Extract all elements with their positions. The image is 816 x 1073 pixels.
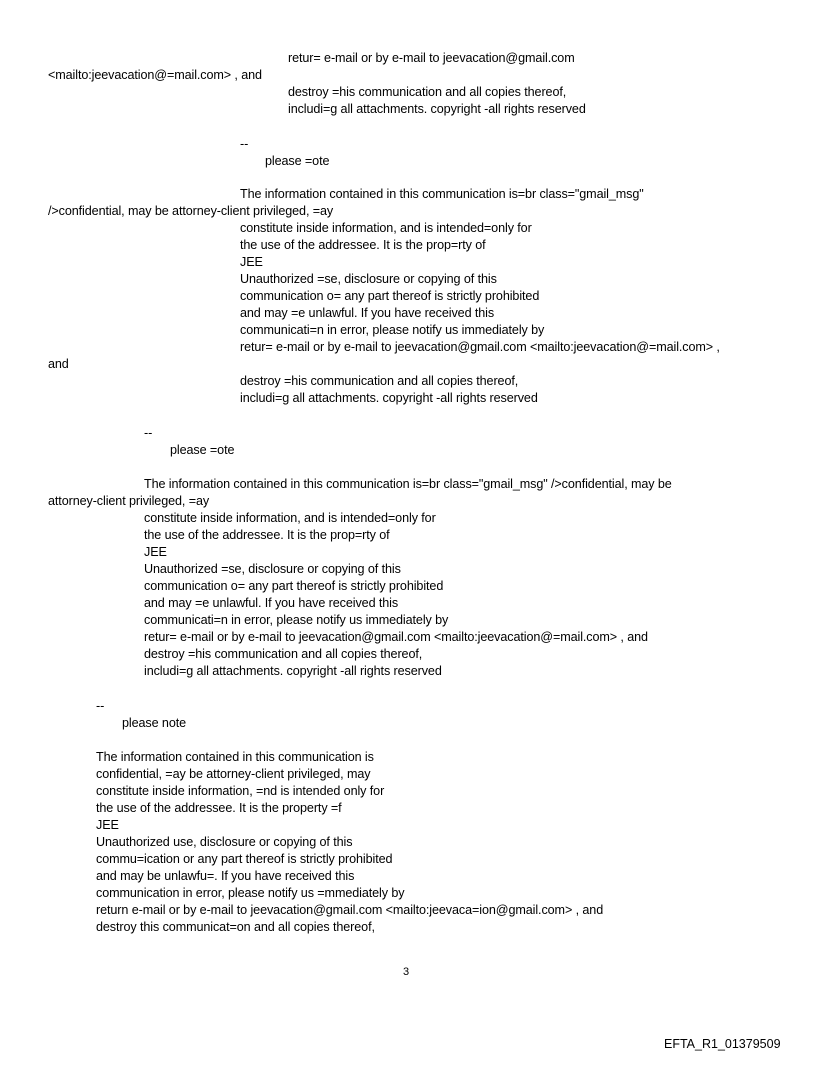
text-line: />confidential, may be attorney-client privileged, =ay bbox=[48, 204, 334, 218]
text-line: The information contained in this communication is=br class="gmail_msg" bbox=[240, 187, 644, 201]
text-line: -- bbox=[96, 699, 105, 713]
text-line: constitute inside information, and is intended=only for bbox=[144, 511, 436, 525]
text-line: destroy =his communication and all copies thereof, bbox=[288, 85, 567, 99]
text-line: retur= e-mail or by e-mail to jeevacation@gmail.com <mailto:jeevacation@=mail.com> , and bbox=[144, 630, 648, 644]
text-line: JEE bbox=[96, 818, 119, 832]
text-line: return e-mail or by e-mail to jeevacation@gmail.com <mailto:jeevaca=ion@gmail.com> , and bbox=[96, 903, 604, 917]
text-line: JEE bbox=[144, 545, 167, 559]
text-line: communication o= any part thereof is strictly prohibited bbox=[240, 289, 540, 303]
text-line: communicati=n in error, please notify us immediately by bbox=[144, 613, 449, 627]
text-line: and may =e unlawful. If you have received this bbox=[240, 306, 495, 320]
text-line: JEE bbox=[240, 255, 263, 269]
text-line: the use of the addressee. It is the prop=rty of bbox=[144, 528, 390, 542]
text-line: destroy =his communication and all copies thereof, bbox=[144, 647, 423, 661]
text-line: Unauthorized use, disclosure or copying of this bbox=[96, 835, 353, 849]
text-line: attorney-client privileged, =ay bbox=[48, 494, 210, 508]
text-line: communication in error, please notify us =mmediately by bbox=[96, 886, 405, 900]
page-number: 3 bbox=[403, 966, 410, 978]
text-line: the use of the addressee. It is the prop=rty of bbox=[240, 238, 486, 252]
text-line: please =ote bbox=[265, 154, 330, 168]
text-line: commu=ication or any part thereof is strictly prohibited bbox=[96, 852, 393, 866]
text-line: destroy =his communication and all copies thereof, bbox=[240, 374, 519, 388]
text-line: includi=g all attachments. copyright -all rights reserved bbox=[288, 102, 586, 116]
text-line: The information contained in this communication is=br class="gmail_msg" />confidential, may be bbox=[144, 477, 672, 491]
text-line: The information contained in this communication is bbox=[96, 750, 374, 764]
text-line: communicati=n in error, please notify us immediately by bbox=[240, 323, 545, 337]
text-line: confidential, =ay be attorney-client privileged, may bbox=[96, 767, 371, 781]
text-line: includi=g all attachments. copyright -all rights reserved bbox=[144, 664, 442, 678]
text-line: please =ote bbox=[170, 443, 235, 457]
text-line: <mailto:jeevacation@=mail.com> , and bbox=[48, 68, 262, 82]
text-line: and may =e unlawful. If you have received this bbox=[144, 596, 399, 610]
text-line: the use of the addressee. It is the property =f bbox=[96, 801, 342, 815]
text-line: communication o= any part thereof is strictly prohibited bbox=[144, 579, 444, 593]
text-line: and may be unlawfu=. If you have received this bbox=[96, 869, 355, 883]
text-line: -- bbox=[144, 426, 153, 440]
text-line: constitute inside information, =nd is intended only for bbox=[96, 784, 385, 798]
text-line: retur= e-mail or by e-mail to jeevacation@gmail.com bbox=[288, 51, 575, 65]
text-line: includi=g all attachments. copyright -all rights reserved bbox=[240, 391, 538, 405]
text-line: and bbox=[48, 357, 69, 371]
bates-id: EFTA_R1_01379509 bbox=[664, 1037, 781, 1051]
text-line: Unauthorized =se, disclosure or copying of this bbox=[144, 562, 401, 576]
text-line: retur= e-mail or by e-mail to jeevacation@gmail.com <mailto:jeevacation@=mail.com> , bbox=[240, 340, 720, 354]
text-line: destroy this communicat=on and all copies thereof, bbox=[96, 920, 375, 934]
text-line: Unauthorized =se, disclosure or copying of this bbox=[240, 272, 497, 286]
text-line: -- bbox=[240, 137, 249, 151]
text-line: please note bbox=[122, 716, 187, 730]
text-line: constitute inside information, and is intended=only for bbox=[240, 221, 532, 235]
